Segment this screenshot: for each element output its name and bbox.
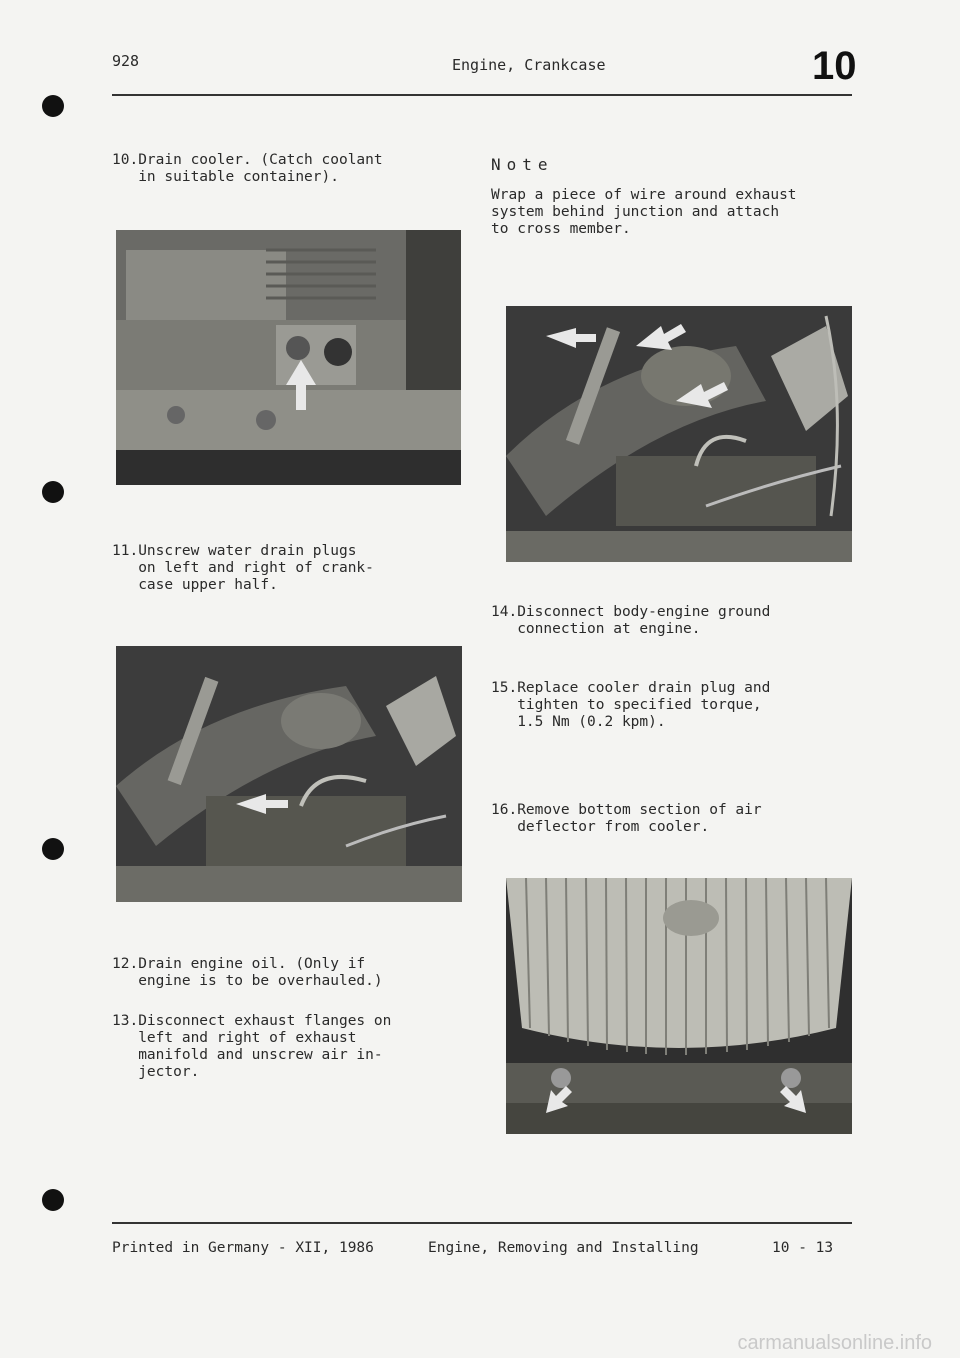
photo-air-deflector bbox=[506, 878, 852, 1134]
photo-cooler-drain-plug bbox=[116, 230, 461, 485]
page-model-number: 928 bbox=[112, 52, 140, 70]
photo-exhaust-wire bbox=[506, 306, 852, 562]
step-11: 11.Unscrew water drain plugs on left and right of crank- case upper half. bbox=[112, 543, 374, 593]
note-text: Wrap a piece of wire around exhaust system behind junction and attach to cross member. bbox=[491, 187, 797, 237]
punch-hole bbox=[42, 1189, 64, 1211]
step-14: 14.Disconnect body-engine ground connection at engine. bbox=[491, 604, 771, 637]
step-13: 13.Disconnect exhaust flanges on left and right of exhaust manifold and unscrew air in- jector. bbox=[112, 1013, 392, 1080]
footer-printed: Printed in Germany - XII, 1986 bbox=[112, 1240, 374, 1256]
step-12: 12.Drain engine oil. (Only if engine is to be overhauled.) bbox=[112, 956, 383, 989]
header-rule bbox=[112, 94, 852, 96]
page-title: Engine, Crankcase bbox=[452, 56, 606, 74]
footer-page-number: 10 - 13 bbox=[772, 1240, 834, 1256]
punch-hole bbox=[42, 838, 64, 860]
footer-rule bbox=[112, 1222, 852, 1224]
note-heading: Note bbox=[491, 155, 554, 174]
step-16: 16.Remove bottom section of air deflector from cooler. bbox=[491, 802, 762, 835]
step-15: 15.Replace cooler drain plug and tighten to specified torque, 1.5 Nm (0.2 kpm). bbox=[491, 680, 771, 730]
punch-hole bbox=[42, 95, 64, 117]
chapter-number: 10 bbox=[812, 44, 857, 88]
footer-section: Engine, Removing and Installing bbox=[428, 1240, 699, 1256]
watermark: carmanualsonline.info bbox=[737, 1332, 932, 1354]
punch-hole bbox=[42, 481, 64, 503]
photo-drain-plug-crankcase bbox=[116, 646, 462, 902]
step-10: 10.Drain cooler. (Catch coolant in suitable container). bbox=[112, 152, 383, 185]
